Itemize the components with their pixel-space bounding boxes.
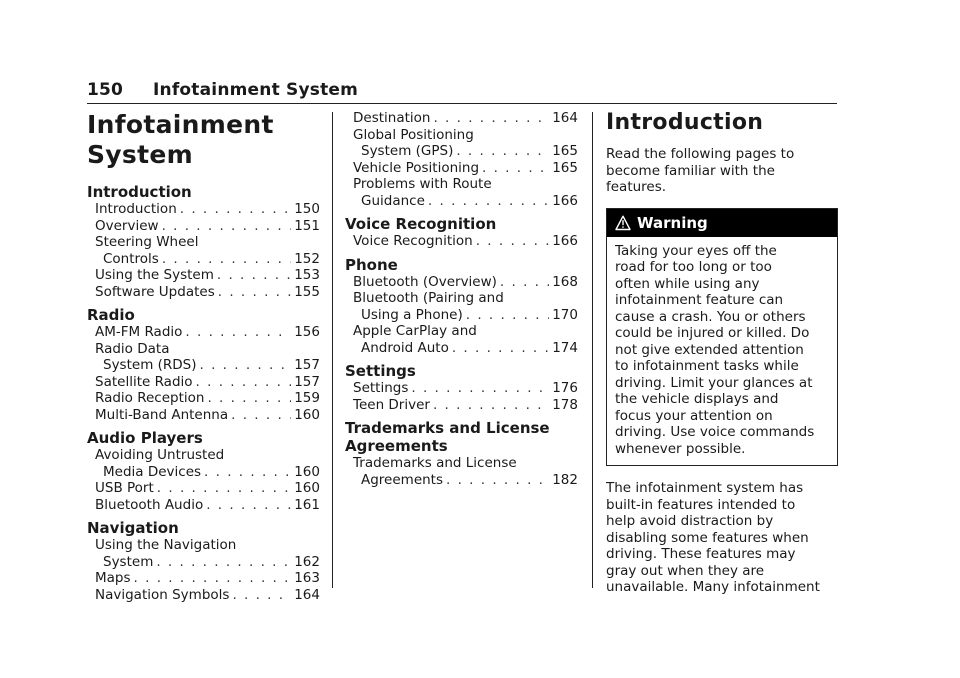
column-divider-2 — [592, 112, 593, 588]
dot-leader — [452, 340, 549, 357]
toc-entry-text: Voice Recognition — [353, 233, 473, 249]
toc-section-entries — [345, 233, 578, 250]
toc-entry — [87, 497, 320, 514]
toc-column-1 — [87, 110, 320, 609]
dot-leader — [433, 110, 549, 127]
dot-leader — [156, 554, 291, 571]
toc-entry-text: Maps — [95, 570, 131, 586]
toc-section-entries — [87, 537, 320, 603]
toc-page-number: 160 — [294, 463, 320, 480]
toc-entry — [345, 127, 578, 160]
toc-section-heading: Radio — [87, 306, 135, 324]
toc-page-number: 157 — [294, 357, 320, 373]
toc-page-number: 174 — [552, 339, 578, 356]
dot-leader — [162, 251, 291, 268]
warning-triangle-icon — [615, 215, 631, 231]
intro-heading: Introduction — [606, 110, 764, 135]
toc-entry-text: System (GPS) — [361, 143, 454, 159]
dot-leader — [456, 143, 549, 160]
toc-section-heading: Voice Recognition — [345, 215, 497, 233]
toc-page-number: 160 — [294, 480, 320, 496]
toc-page-number: 176 — [552, 380, 578, 396]
toc-section-heading: Settings — [345, 362, 416, 380]
toc-entry-text: Media Devices — [103, 463, 202, 480]
toc-entry — [87, 587, 320, 604]
intro-column — [606, 110, 838, 608]
page-number: 150 — [87, 80, 124, 100]
page-header — [87, 80, 837, 104]
toc-section-entries — [87, 324, 320, 423]
intro-paragraph-2: The infotainment system has built-in features intended to help avoid distraction by disabling some features when driving. These features may gray out when they are unavailable. Many infotainment — [606, 480, 820, 595]
toc-entry — [87, 218, 320, 235]
toc-entry-text: Vehicle Positioning — [353, 159, 480, 176]
toc-page-number: 165 — [552, 159, 578, 176]
toc-section-heading: Phone — [345, 255, 398, 274]
toc-section-heading: Trademarks and License Agreements — [345, 419, 550, 455]
dot-leader — [162, 218, 292, 235]
toc-page-number: 168 — [552, 273, 578, 290]
toc-entry — [87, 267, 320, 284]
toc-entry-text: Agreements — [361, 471, 444, 488]
dot-leader — [232, 587, 291, 604]
toc-section-heading: Introduction — [87, 183, 192, 201]
toc-page-number: 156 — [294, 324, 320, 340]
toc-entry — [345, 233, 578, 250]
dot-leader — [428, 193, 549, 210]
toc-entry — [87, 447, 320, 480]
dot-leader — [206, 497, 291, 514]
toc-list-2 — [345, 110, 578, 488]
toc-page-number: 153 — [294, 267, 320, 283]
toc-entry-text: Teen Driver — [353, 396, 430, 413]
toc-entry — [87, 407, 320, 424]
toc-section-entries — [87, 447, 320, 513]
toc-entry-text: Multi-Band Antenna — [95, 406, 229, 423]
chapter-title: Infotainment System — [87, 110, 274, 169]
toc-section-entries — [345, 380, 578, 413]
dot-leader — [185, 324, 291, 341]
dot-leader — [157, 480, 291, 497]
toc-page-number: 164 — [294, 586, 320, 603]
dot-leader — [134, 570, 292, 587]
toc-entry-text: Guidance — [361, 192, 425, 209]
dot-leader — [476, 233, 550, 250]
toc-entry — [87, 234, 320, 267]
header-rule — [87, 103, 837, 104]
column-divider-1 — [332, 112, 333, 588]
toc-page-number: 164 — [552, 110, 578, 126]
toc-entry-text: Software Updates — [95, 283, 215, 300]
toc-page-number: 166 — [552, 233, 578, 249]
toc-entry — [87, 374, 320, 391]
toc-entry-text: Settings — [353, 380, 409, 396]
toc-entry — [87, 341, 320, 374]
toc-entry-text: Android Auto — [361, 339, 449, 356]
toc-entry-text: Trademarks and License — [353, 455, 517, 471]
running-title: Infotainment System — [153, 80, 359, 100]
toc-entry — [345, 110, 578, 127]
dot-leader — [207, 390, 291, 407]
toc-entry-text: Radio Reception — [95, 390, 205, 406]
toc-entry — [87, 480, 320, 497]
toc-entry-text: Steering Wheel — [95, 234, 199, 250]
toc-entry-text: Problems with Route — [353, 176, 492, 192]
toc-entry — [87, 201, 320, 218]
toc-entry-text: Bluetooth (Pairing and — [353, 290, 504, 306]
toc-entry — [87, 284, 320, 301]
dot-leader — [200, 357, 292, 374]
dot-leader — [231, 407, 291, 424]
toc-page-number: 151 — [294, 217, 320, 234]
toc-entry — [345, 274, 578, 291]
toc-entry — [345, 380, 578, 397]
toc-entry-text: System (RDS) — [103, 357, 197, 373]
toc-page-number: 163 — [294, 570, 320, 586]
dot-leader — [500, 274, 549, 291]
toc-page-number: 166 — [552, 192, 578, 209]
toc-page-number: 162 — [294, 553, 320, 570]
toc-entry-text: Introduction — [95, 201, 177, 217]
toc-entry-text: Global Positioning — [353, 126, 474, 143]
dot-leader — [482, 160, 549, 177]
toc-page-number: 161 — [294, 496, 320, 513]
dot-leader — [466, 307, 549, 324]
toc-entry-text: Using a Phone) — [361, 306, 463, 323]
toc-section-entries — [345, 110, 578, 209]
toc-entry-text: Controls — [103, 250, 159, 267]
toc-entry — [87, 390, 320, 407]
toc-section-heading: Navigation — [87, 519, 179, 537]
toc-entry-text: Satellite Radio — [95, 373, 193, 390]
toc-list-1 — [87, 183, 320, 603]
dot-leader — [411, 380, 549, 397]
toc-section-entries — [345, 455, 578, 488]
toc-entry-text: System — [103, 553, 154, 570]
toc-page-number: 159 — [294, 390, 320, 406]
toc-entry — [345, 290, 578, 323]
toc-entry-text: Radio Data — [95, 340, 170, 357]
toc-entry-text: USB Port — [95, 480, 154, 496]
toc-entry — [87, 570, 320, 587]
warning-label: Warning — [637, 213, 708, 232]
toc-entry — [345, 455, 578, 488]
header-row — [87, 80, 837, 100]
warning-text: Taking your eyes off the road for too long or too often while using any infotainment feature can cause a crash. You or others could be injured or killed. Do not give extended attention to infotainment tasks while driving. Limit your glances at the vehicle displays and focus your attention on driving. Use voice commands whenever possible. — [615, 242, 815, 457]
toc-page-number: 160 — [294, 406, 320, 423]
toc-page-number: 182 — [552, 471, 578, 488]
dot-leader — [196, 374, 292, 391]
toc-page-number: 157 — [294, 373, 320, 390]
toc-entry-text: AM-FM Radio — [95, 324, 183, 340]
toc-entry-text: Using the Navigation — [95, 537, 237, 553]
toc-page-number: 152 — [294, 250, 320, 267]
toc-entry — [87, 324, 320, 341]
toc-entry-text: Using the System — [95, 267, 214, 283]
toc-section-heading: Audio Players — [87, 429, 203, 447]
dot-leader — [433, 397, 549, 414]
dot-leader — [446, 472, 549, 489]
toc-entry — [345, 323, 578, 356]
toc-entry-text: Bluetooth Audio — [95, 496, 204, 513]
toc-section-entries — [87, 201, 320, 300]
dot-leader — [180, 201, 291, 218]
toc-entry — [345, 176, 578, 209]
intro-paragraph-1: Read the following pages to become familiar with the features. — [606, 146, 795, 195]
toc-section-entries — [345, 274, 578, 357]
toc-entry-text: Navigation Symbols — [95, 586, 230, 603]
toc-entry-text: Apple CarPlay and — [353, 323, 477, 339]
toc-page-number: 150 — [294, 201, 320, 217]
toc-column-2 — [345, 110, 578, 494]
warning-header — [607, 209, 837, 237]
dot-leader — [217, 267, 291, 284]
toc-entry-text: Destination — [353, 110, 431, 126]
dot-leader — [218, 284, 291, 301]
toc-page-number: 165 — [552, 143, 578, 159]
toc-page-number: 170 — [552, 306, 578, 323]
toc-entry-text: Overview — [95, 217, 159, 234]
toc-page-number: 178 — [552, 396, 578, 413]
toc-entry-text: Avoiding Untrusted — [95, 447, 225, 463]
toc-entry — [345, 397, 578, 414]
warning-box — [606, 208, 838, 467]
toc-entry — [345, 160, 578, 177]
dot-leader — [204, 464, 291, 481]
toc-entry-text: Bluetooth (Overview) — [353, 273, 497, 290]
toc-page-number: 155 — [294, 283, 320, 300]
toc-entry — [87, 537, 320, 570]
